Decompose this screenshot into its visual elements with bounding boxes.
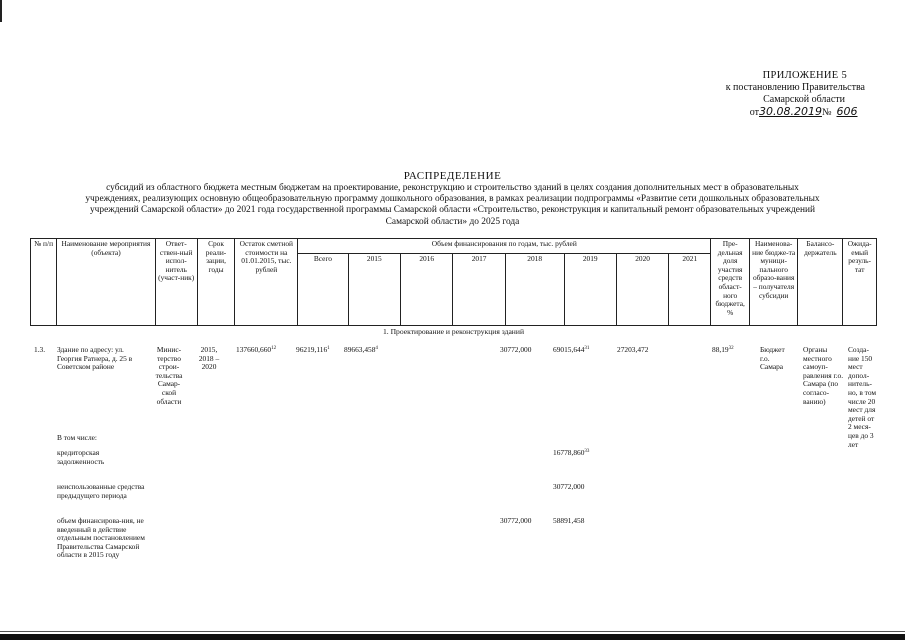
row-total (296, 346, 344, 355)
col-holder-header: Балансо-держатель (798, 239, 843, 326)
col-year-header: 2019 (564, 254, 616, 326)
y2015-value: 89663,458 (344, 345, 376, 354)
row-num: 1.3. (34, 345, 46, 354)
sub-y2019-note: 33 (584, 449, 590, 454)
share-note: 32 (728, 346, 734, 351)
appendix-line1: к постановлению Правительства (725, 82, 865, 93)
total-value: 96219,116 (296, 345, 328, 354)
row-responsible: Минис-терство строи-тельства Самар-ской области (155, 345, 183, 406)
col-year-header: 2017 (453, 254, 505, 326)
row-2020: 27203,472 (617, 345, 649, 354)
col-year-header: 2015 (348, 254, 400, 326)
col-recipient-header: Наименова-ние бюдже-та муници-пального образо-вания – получателя субсидии (750, 239, 798, 326)
distribution-table (30, 238, 877, 339)
sub-y2019-value: 16778,860 (553, 448, 585, 457)
subtitle-line: Самарской области» до 2025 года (385, 216, 520, 227)
y2015-note: 4 (375, 346, 378, 351)
remaining-value: 137660,660 (236, 345, 272, 354)
remaining-note: 12 (271, 346, 277, 351)
header-row (31, 239, 877, 254)
appendix-block (685, 70, 865, 119)
col-funding-header: Объем финансирования по годам, тыс. рублей (298, 239, 711, 254)
appendix-line2: Самарской области (763, 94, 845, 105)
row-remaining (236, 346, 294, 355)
sub-row-2019: 58891,458 (553, 516, 585, 525)
sub-row-name: объем финансирова-ния, не введенный в действие отдельным постановлением Правительства Самарской области в 2015 году (57, 516, 145, 560)
page-edge-mark (0, 0, 2, 22)
number-prefix: № (821, 107, 832, 118)
number-value: 606 (836, 105, 858, 118)
sub-row-2019 (553, 449, 607, 458)
scan-border-line (0, 631, 905, 632)
col-year-header: 2021 (669, 254, 711, 326)
row-result: Созда-ние 150 мест допол-нитель-но, в том числе 20 мест для детей от 2 меся-цев до 3 лет (848, 345, 877, 449)
date-prefix: от (749, 107, 759, 118)
sub-row-2019: 30772,000 (553, 482, 585, 491)
share-value: 88,19 (712, 345, 729, 354)
row-recipient: Бюджет г.о. Самара (760, 345, 785, 372)
scan-bottom-border (0, 634, 905, 640)
row-name: Здание по адресу: ул. Георгия Ратнера, д. 25 в Советском районе (57, 345, 133, 372)
sub-row-name: кредиторская задолженность (57, 448, 105, 466)
col-term-header: Срок реали-зации, годы (197, 239, 235, 326)
subtitle-line: субсидий из областного бюджета местным бюджетам на проектирование, реконструкцию и строительство зданий в целях создания дополнительных мест в образовательных (106, 183, 799, 193)
y2019-value: 69015,644 (553, 345, 585, 354)
col-num-header: № п/п (31, 239, 57, 326)
col-year-header: 2016 (401, 254, 453, 326)
col-result-header: Ожида-емый резуль-тат (843, 239, 877, 326)
row-term: 2015, 2018 – 2020 (198, 345, 220, 372)
col-share-header: Пре-дельная доля участия средств област-ного бюджета, % (711, 239, 750, 326)
col-year-header: 2020 (616, 254, 668, 326)
appendix-title: ПРИЛОЖЕНИЕ 5 (762, 70, 847, 81)
appendix-date-line (685, 106, 865, 119)
row-share (712, 346, 748, 355)
row-2015 (344, 346, 394, 355)
col-year-header: 2018 (505, 254, 564, 326)
col-name-header: Наименование мероприятия (объекта) (57, 239, 156, 326)
document-subtitle (30, 183, 875, 228)
including-label: В том числе: (57, 433, 97, 442)
col-total-header: Всего (298, 254, 348, 326)
document-title: РАСПРЕДЕЛЕНИЕ (403, 170, 502, 182)
section-title: 1. Проектирование и реконструкция зданий (31, 326, 877, 340)
col-responsible-header: Ответ-ствен-ный испол-нитель (участ-ник) (155, 239, 197, 326)
subtitle-line: учреждениях, реализующих основную общеобразовательную программу дошкольного образования, в рамках реализации подпрограммы «Развитие сети дошкольных образовательных (85, 194, 820, 205)
section-row (31, 326, 877, 340)
y2019-note: 31 (584, 346, 590, 351)
sub-row-name: неиспользованные средства предыдущего периода (57, 482, 145, 500)
subtitle-line: учреждений Самарской области» до 2021 года государственной программы Самарской области «Строительство, реконструкция и капитальный ремонт образовательных учреждений (89, 205, 815, 216)
sub-row-2018: 30772,000 (500, 516, 532, 525)
col-remaining-header: Остаток сметной стоимости на 01.01.2015, тыс. рублей (235, 239, 298, 326)
row-2019 (553, 346, 607, 355)
date-value: 30.08.2019 (758, 105, 822, 118)
total-note: 1 (327, 346, 330, 351)
row-holder: Органы местного самоуп-равления г.о. Самара (по согласо-ванию) (803, 345, 844, 406)
row-2018: 30772,000 (500, 345, 532, 354)
